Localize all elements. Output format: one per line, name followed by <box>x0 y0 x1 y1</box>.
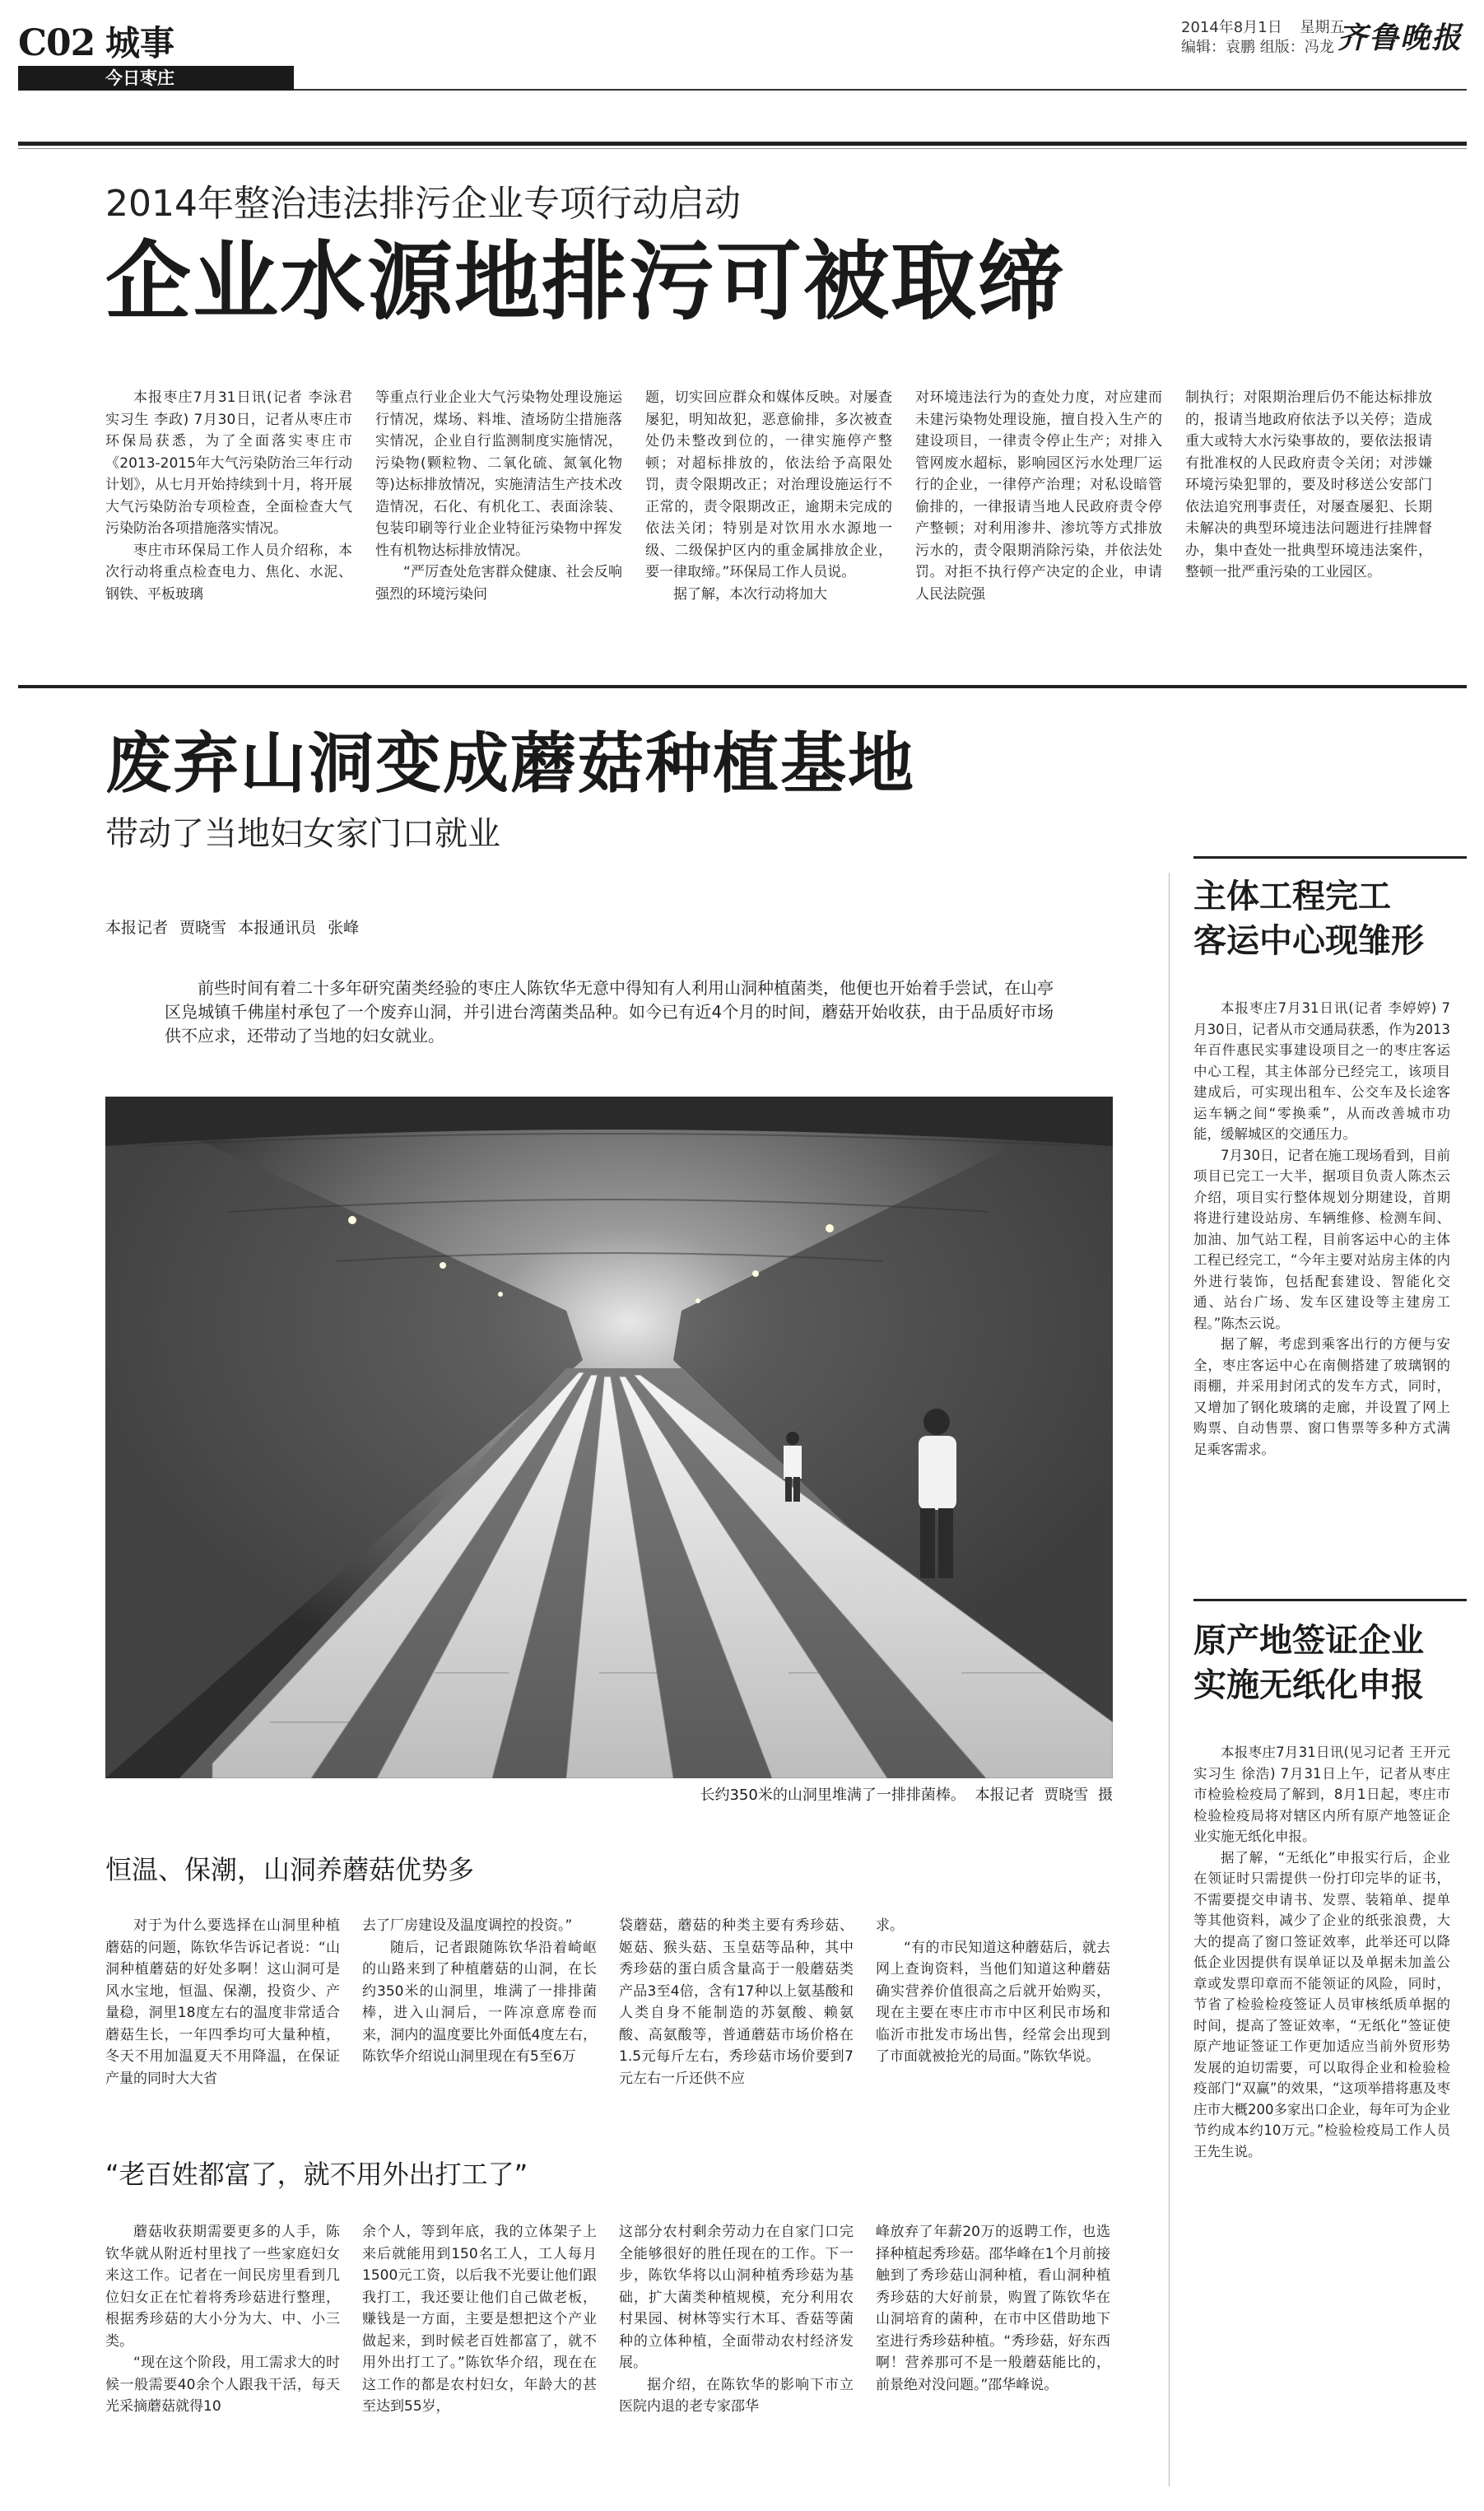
sub2-paragraph: 这部分农村剩余劳动力在自家门口完全能够很好的胜任现在的工作。下一步，陈钦华将以山洞种植秀珍菇为基础，扩大菌类种植规模，充分利用农村果园、树林等实行木耳、香菇等菌种的立体种植，全面带动农村经济发展。 <box>619 2224 854 2371</box>
story1-paragraph: 枣庄市环保局工作人员介绍称，本次行动将重点检查电力、焦化、水泥、钢铁、平板玻璃 <box>105 542 352 603</box>
sub1-paragraph: “有的市民知道这种蘑菇后，就去网上查询资料，当他们知道这种蘑菇确实营养价值很高之后就开始购买，现在主要在枣庄市市中区利民市场和临沂市批发市场出售，经常会出现到了市面就被抢光的局面。”陈钦华说。 <box>876 1939 1110 2065</box>
sidebar1-body <box>1193 998 1450 1460</box>
story1-column-2 <box>375 387 622 605</box>
sidebar1-paragraph: 本报枣庄7月31日讯(记者 李婷婷) 7月30日，记者从市交通局获悉，作为2013年百件惠民实事建设项目之一的枣庄客运中心工程，其主体部分已经完工，该项目建成后，可实现出租车、公交车及长途客运车辆之间“零换乘”，从而改善城市功能，缓解城区的交通压力。 <box>1193 1000 1450 1142</box>
top-story-rule-thin <box>18 148 1467 149</box>
story1-paragraph: “严厉查处危害群众健康、社会反响强烈的环境污染问 <box>375 564 622 603</box>
top-story-rule <box>18 142 1467 146</box>
sub1-column-4 <box>876 1915 1110 2068</box>
story1-column-3 <box>645 387 892 605</box>
page-code: C02 <box>18 22 95 64</box>
sub1-column-3 <box>619 1915 854 2089</box>
sub1-column-1 <box>105 1915 340 2089</box>
story1-kicker: 2014年整治违法排污企业专项行动启动 <box>105 183 741 225</box>
sidebar1-title-line1: 主体工程完工 <box>1193 878 1391 915</box>
sub2-paragraph: “现在这个阶段，用工需求大的时候一般需要40余个人跟我干活，每天光采摘蘑菇就得10 <box>105 2355 340 2415</box>
story2-subtitle-2: “老百姓都富了，就不用外出打工了” <box>105 2159 528 2190</box>
story1-paragraph: 据了解，本次行动将加大 <box>673 585 827 603</box>
subsection-name: 今日枣庄 <box>105 68 174 88</box>
story1-column-1 <box>105 387 352 605</box>
sub2-paragraph: 峰放弃了年薪20万的返聘工作，也选择种植起秀珍菇。邵华峰在1个月前接触到了秀珍菇山洞种植，看山洞种植秀珍菇的大好前景，购置了陈钦华在山洞培育的菌种，在市中区借助地下室进行秀珍菇种植。“秀珍菇，好东西啊！营养那可不是一般蘑菇能比的，前景绝对没问题。”邵华峰说。 <box>876 2224 1110 2393</box>
sub1-paragraph: 求。 <box>876 1917 904 1934</box>
story2-lede-text: 前些时间有着二十多年研究菌类经验的枣庄人陈钦华无意中得知有人利用山洞种植菌类，他便也开始着手尝试，在山亭区凫城镇千佛崖村承包了一个废弃山洞，并引进台湾菌类品种。如今已有近4个月的时间，蘑菇开始收获，由于品质好市场供不应求，还带动了当地的妇女就业。 <box>165 978 1054 1046</box>
photo-caption: 长约350米的山洞里堆满了一排排菌棒。 本报记者 贾晓雪 摄 <box>700 1787 1113 1804</box>
sidebar2-title <box>1193 1619 1424 1707</box>
story1-paragraph: 本报枣庄7月31日讯(记者 李泳君 实习生 李政) 7月30日，记者从枣庄市环保局获悉，为了全面落实枣庄市《2013-2015年大气污染防治三年行动计划》，从七月开始持续到十月，将开展大气污染防治专项检查，全面检查大气污染防治各项措施落实情况。 <box>105 389 352 537</box>
sidebar-divider <box>1169 873 1170 2486</box>
sub2-column-2 <box>362 2221 597 2418</box>
sidebar1-rule <box>1193 856 1467 859</box>
sidebar2-title-line2: 实施无纸化申报 <box>1193 1666 1424 1704</box>
sidebar2-rule <box>1193 1599 1467 1601</box>
story1-column-5 <box>1185 387 1432 584</box>
header-rule <box>294 89 1467 91</box>
paper-logo: 齐鲁晚报 <box>1337 21 1463 55</box>
story2-byline: 本报记者 贾晓雪 本报通讯员 张峰 <box>105 919 360 937</box>
sub1-column-2 <box>362 1915 597 2068</box>
sidebar2-paragraph: 本报枣庄7月31日讯(见习记者 王开元 实习生 徐浩) 7月31日上午，记者从枣庄市检验检疫局了解到，8月1日起，枣庄市检验检疫局将对辖区内所有原产地签证企业实施无纸化申报。 <box>1193 1745 1450 1844</box>
sidebar2-title-line1: 原产地签证企业 <box>1193 1622 1424 1660</box>
sub2-paragraph: 余个人，等到年底，我的立体架子上来后就能用到150名工人，工人每月1500元工资，以后我不光要让他们跟我打工，我还要让他们自己做老板，赚钱是一方面，主要是想把这个产业做起来，到时候老百姓都富了，就不用外出打工了。”陈钦华介绍，现在在这工作的都是农村妇女，年龄大的甚至达到55岁， <box>362 2224 597 2415</box>
cave-mushroom-photo <box>105 1097 1113 1778</box>
story1-paragraph: 制执行；对限期治理后仍不能达标排放的，报请当地政府依法予以关停；造成重大或特大水污染事故的，要依法报请有批准权的人民政府责令关闭；对涉嫌环境污染犯罪的，要及时移送公安部门依法追究刑事责任，对屡查屡犯、长期未解决的典型环境违法问题进行挂牌督办，集中查处一批典型环境违法案件，整顿一批严重污染的工业园区。 <box>1185 389 1432 580</box>
story2-lede <box>165 976 1054 1048</box>
sub2-column-4 <box>876 2221 1110 2396</box>
story1-column-4 <box>915 387 1162 605</box>
header-editors: 编辑：袁鹏 组版：冯龙 <box>1181 39 1334 56</box>
story1-headline: 企业水源地排污可被取缔 <box>105 231 1066 332</box>
story1-paragraph: 题，切实回应群众和媒体反映。对屡查屡犯，明知故犯，恶意偷排，多次被查处仍未整改到位的，一律实施停产整顿；对超标排放的，依法给予高限处罚，责令限期改正；对治理设施运行不正常的，责令限期改正，逾期未完成的依法关闭；特别是对饮用水水源地一级、二级保护区内的重金属排放企业，要一律取缔。”环保局工作人员说。 <box>645 389 892 580</box>
sub1-paragraph: 随后，记者跟随陈钦华沿着崎岖的山路来到了种植蘑菇的山洞，在长约350米的山洞里，堆满了一排排菌棒，进入山洞后，一阵凉意席卷而来，洞内的温度要比外面低4度左右，陈钦华介绍说山洞里现在有5至6万 <box>362 1939 597 2065</box>
story2-subhead: 带动了当地妇女家门口就业 <box>105 815 500 853</box>
story1-paragraph: 对环境违法行为的查处力度，对应建而未建污染物处理设施，擅自投入生产的建设项目，一律责令停止生产；对排入管网废水超标，影响园区污水处理厂运行的企业，一律停产治理；对私设暗管偷排的，一律报请当地人民政府责令停产整顿；对利用渗井、渗坑等方式排放污水的，责令限期消除污染，并依法处罚。对拒不执行停产决定的企业，申请人民法院强 <box>915 389 1162 603</box>
header-date <box>1181 18 1344 38</box>
sidebar1-title-line2: 客运中心现雏形 <box>1193 922 1424 960</box>
sub1-paragraph: 去了厂房建设及温度调控的投资。” <box>362 1917 573 1934</box>
tunnel-illustration <box>105 1097 1113 1778</box>
sub1-paragraph: 对于为什么要选择在山洞里种植蘑菇的问题，陈钦华告诉记者说：“山洞种植蘑菇的好处多啊！这山洞可是风水宝地，恒温、保潮，投资少、产量稳，洞里18度左右的温度非常适合蘑菇生长，一年四季均可大量种植，冬天不用加温夏天不用降温，在保证产量的同时大大省 <box>105 1917 340 2087</box>
story1-paragraph: 等重点行业企业大气污染物处理设施运行情况，煤场、料堆、渣场防尘措施落实情况，企业自行监测制度实施情况，污染物(颗粒物、二氧化硫、氮氧化物等)达标排放情况，实施清洁生产技术改造情况，石化、有机化工、表面涂装、包装印刷等行业企业特征污染物中挥发性有机物达标排放情况。 <box>375 389 622 559</box>
story2-headline: 废弃山洞变成蘑菇种植基地 <box>105 725 915 802</box>
weekday-text: 星期五 <box>1300 19 1345 36</box>
sidebar1-title <box>1193 874 1424 963</box>
sidebar2-body <box>1193 1742 1450 2162</box>
sidebar1-paragraph: 据了解，考虑到乘客出行的方便与安全，枣庄客运中心在南侧搭建了玻璃钢的雨棚，并采用封闭式的发车方式，同时，又增加了钢化玻璃的走廊，并设置了网上购票、自动售票、窗口售票等多种方式满足乘客需求。 <box>1193 1336 1450 1457</box>
story1-bottom-rule <box>18 685 1467 688</box>
sidebar2-paragraph: 据了解，“无纸化”申报实行后，企业在领证时只需提供一份打印完毕的证书，不需要提交申请书、发票、装箱单、提单等其他资料，减少了企业的纸张浪费，大大的提高了窗口签证效率，此举还可以降低企业因提供有误单证以及单据未加盖公章或发票印章而不能领证的风险，同时，节省了检验检疫签证人员审核纸质单据的时间，提高了签证效率，“无纸化”签证使原产地证签证工作更加适应当前外贸形势发展的迫切需要，可以取得企业和检验检疫部门“双赢”的效果，“这项举措将惠及枣庄市大概200多家出口企业，每年可为企业节约成本约10万元。”检验检疫局工作人员王先生说。 <box>1193 1849 1450 2159</box>
sub1-paragraph: 袋蘑菇，蘑菇的种类主要有秀珍菇、姬菇、猴头菇、玉皇菇等品种，其中秀珍菇的蛋白质含量高于一般蘑菇类产品3至4倍，含有17种以上氨基酸和人类自身不能制造的苏氨酸、赖氨酸、高氨酸等，普通蘑菇市场价格在1.5元每斤左右，秀珍菇市场价要到7元左右一斤还供不应 <box>619 1917 854 2087</box>
section-name: 城事 <box>105 23 175 63</box>
sub2-column-3 <box>619 2221 854 2418</box>
sub2-column-1 <box>105 2221 340 2418</box>
sidebar1-paragraph: 7月30日，记者在施工现场看到，目前项目已完工一大半，据项目负责人陈杰云介绍，项目实行整体规划分期建设，首期将进行建设站房、车辆维修、检测车间、加油、加气站工程，目前客运中心的主体工程已经完工，“今年主要对站房主体的内外进行装饰，包括配套建设、智能化交通、站台广场、发车区建设等主建房工程。”陈杰云说。 <box>1193 1147 1450 1331</box>
date-text: 2014年8月1日 <box>1181 19 1282 36</box>
sub2-paragraph: 据介绍，在陈钦华的影响下市立医院内退的老专家邵华 <box>619 2376 854 2415</box>
story2-subtitle-1: 恒温、保潮，山洞养蘑菇优势多 <box>105 1854 475 1885</box>
sub2-paragraph: 蘑菇收获期需要更多的人手，陈钦华就从附近村里找了一些家庭妇女来这工作。记者在一间民房里看到几位妇女正在忙着将秀珍菇进行整理，根据秀珍菇的大小分为大、中、小三类。 <box>105 2224 340 2350</box>
